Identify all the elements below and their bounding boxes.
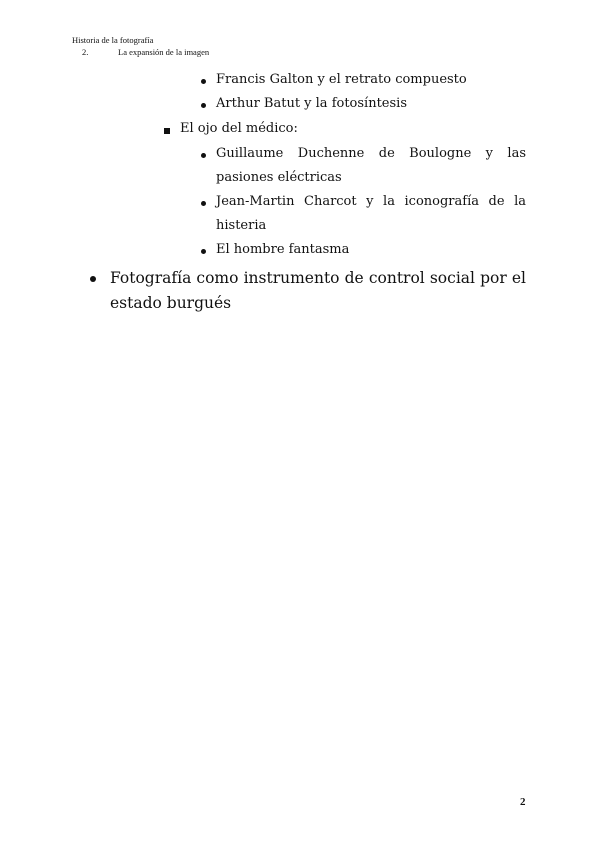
bullet-dot-icon — [201, 201, 206, 206]
bullet-dot-icon — [90, 276, 96, 282]
list-item: Guillaume Duchenne de Boulogne y las pasiones eléctricas — [216, 146, 526, 185]
bullet-dot-icon — [201, 79, 206, 84]
running-header — [72, 34, 209, 58]
header-section-title: La expansión de la imagen — [118, 47, 210, 57]
bullet-square-icon — [164, 128, 170, 134]
header-section-number: 2. — [82, 47, 89, 57]
list-item: Arthur Batut y la fotosíntesis — [216, 96, 408, 111]
list-item: Francis Galton y el retrato compuesto — [216, 72, 467, 87]
header-section — [72, 46, 209, 58]
page-number: 2 — [520, 796, 526, 808]
header-title: Historia de la fotografía — [72, 35, 154, 45]
bullet-dot-icon — [201, 103, 206, 108]
list-item: Fotografía como instrumento de control social por el estado burgués — [110, 269, 526, 312]
list-item: El ojo del médico: — [180, 121, 298, 136]
bullet-dot-icon — [201, 153, 206, 158]
list-item: El hombre fantasma — [216, 242, 350, 257]
bullet-dot-icon — [201, 249, 206, 254]
list-item: Jean-Martin Charcot y la iconografía de la histeria — [216, 194, 526, 233]
